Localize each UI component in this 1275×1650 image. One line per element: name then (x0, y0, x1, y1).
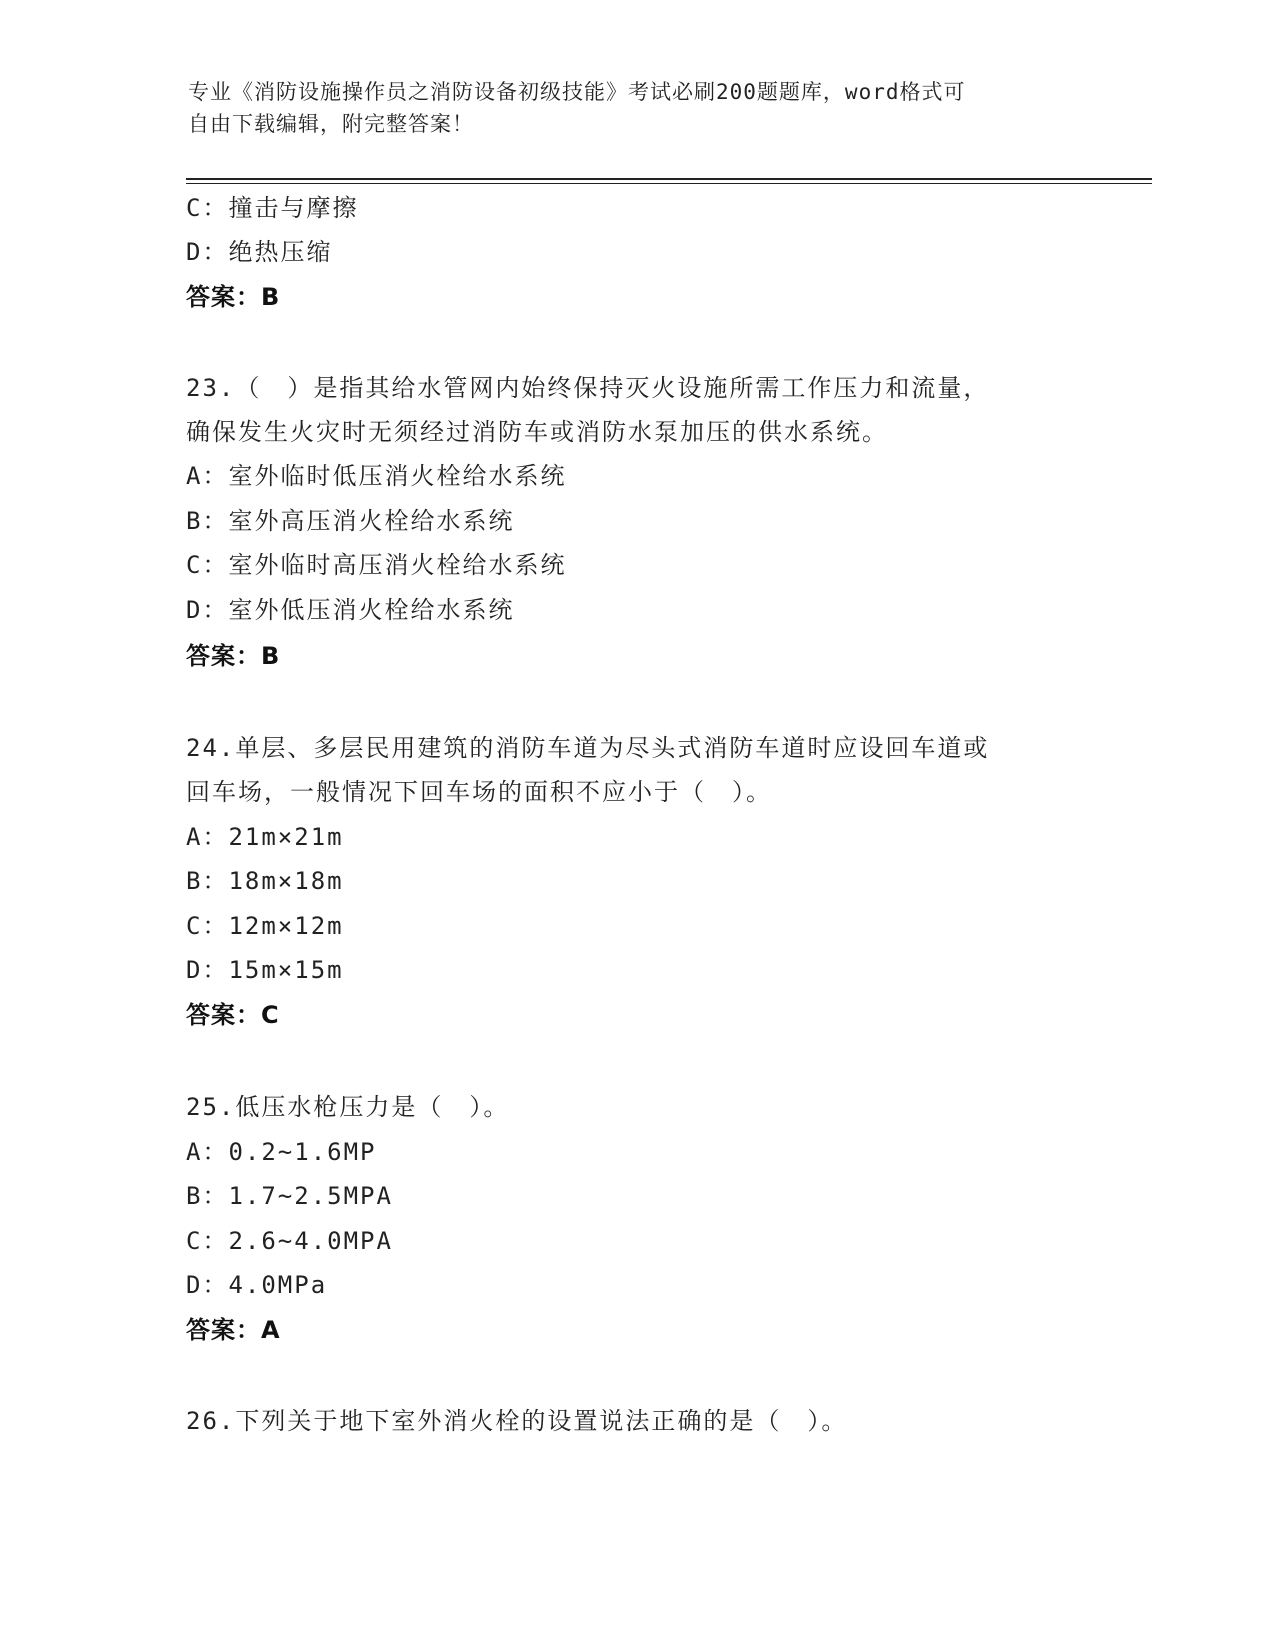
q24-option-c: C：12m×12m (186, 912, 344, 940)
q23-option-a: A：室外临时低压消火栓给水系统 (186, 462, 567, 490)
document-header (188, 76, 1088, 140)
q23-answer: 答案：B (186, 642, 281, 670)
q25-answer: 答案：A (186, 1316, 281, 1344)
q25-stem-line-1: 25.低压水枪压力是（ ）。 (186, 1093, 510, 1121)
q23-option-b: B：室外高压消火栓给水系统 (186, 507, 515, 535)
q25-option-b: B：1.7~2.5MPA (186, 1182, 393, 1210)
q25-option-a: A：0.2~1.6MP (186, 1138, 377, 1166)
q23-stem-line-1: 23.（ ）是指其给水管网内始终保持灭火设施所需工作压力和流量， (186, 374, 990, 402)
q23-option-d: D：室外低压消火栓给水系统 (186, 596, 515, 624)
q23-option-c: C：室外临时高压消火栓给水系统 (186, 551, 567, 579)
q22-option-c: C：撞击与摩擦 (186, 194, 359, 222)
q22-answer: 答案：B (186, 283, 281, 311)
header-divider-thin (186, 183, 1152, 184)
header-line-1: 专业《消防设施操作员之消防设备初级技能》考试必刷200题题库，word格式可 (188, 80, 966, 104)
q26-stem-line-1: 26.下列关于地下室外消火栓的设置说法正确的是（ ）。 (186, 1407, 848, 1435)
q24-option-d: D：15m×15m (186, 956, 344, 984)
q24-option-a: A：21m×21m (186, 823, 344, 851)
header-divider-thick (186, 178, 1152, 180)
q24-stem-line-2: 回车场，一般情况下回车场的面积不应小于（ ）。 (186, 778, 772, 806)
q25-option-c: C：2.6~4.0MPA (186, 1227, 393, 1255)
q22-option-d: D：绝热压缩 (186, 238, 333, 266)
q23-stem-line-2: 确保发生火灾时无须经过消防车或消防水泵加压的供水系统。 (186, 418, 888, 446)
q24-option-b: B：18m×18m (186, 867, 344, 895)
q24-answer: 答案：C (186, 1001, 280, 1029)
q24-stem-line-1: 24.单层、多层民用建筑的消防车道为尽头式消防车道时应设回车道或 (186, 734, 990, 762)
q25-option-d: D：4.0MPa (186, 1271, 328, 1299)
header-line-2: 自由下载编辑，附完整答案！ (188, 112, 474, 136)
